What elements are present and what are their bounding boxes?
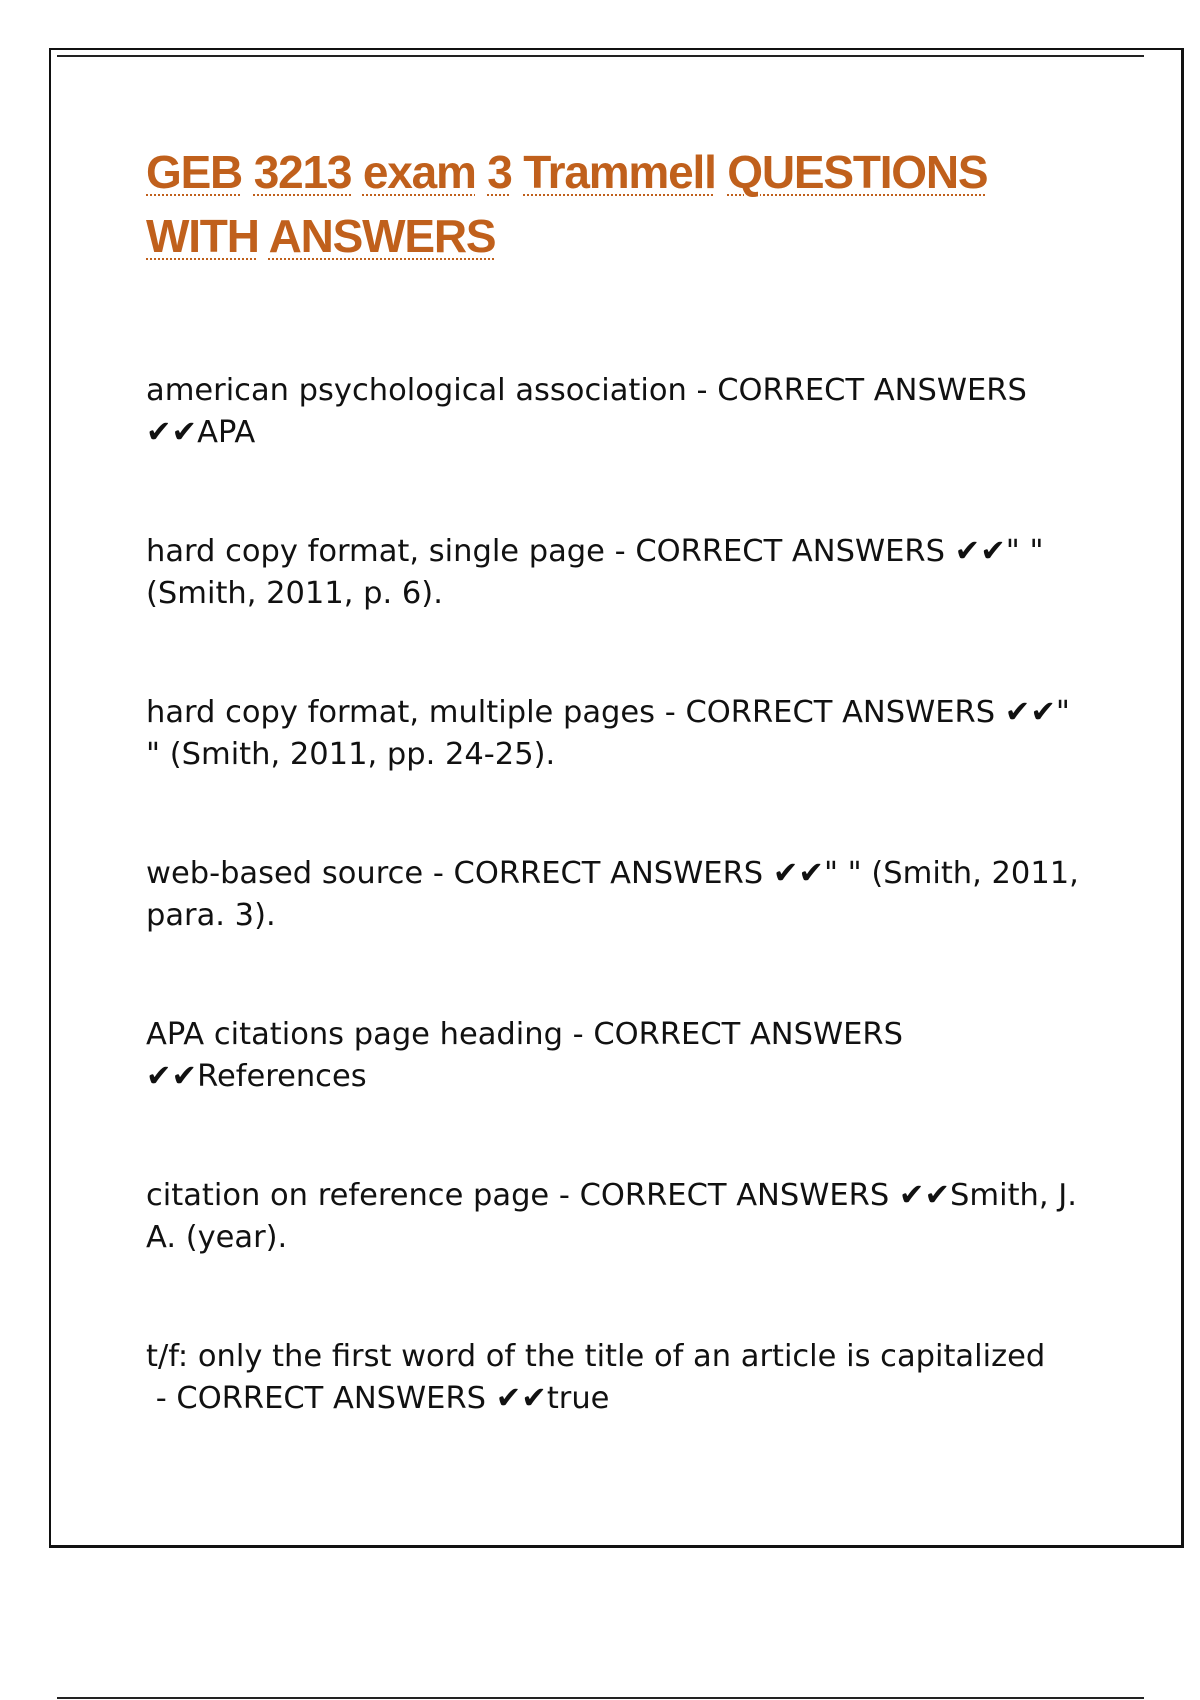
answer-marker: CORRECT ANSWERS ✔✔ bbox=[635, 534, 1006, 569]
title-word: 3 bbox=[487, 146, 512, 198]
answer-text: References bbox=[197, 1059, 367, 1094]
question-text: hard copy format, multiple pages bbox=[146, 695, 656, 730]
title-word: exam bbox=[362, 146, 476, 198]
qa-item: web-based source - CORRECT ANSWERS ✔✔" " (Smith, 2011, para. 3). bbox=[146, 856, 1079, 933]
question-text: citation on reference page bbox=[146, 1178, 550, 1213]
title-word: GEB bbox=[146, 146, 243, 198]
answer-text: true bbox=[546, 1381, 610, 1416]
document-body bbox=[146, 140, 1106, 1497]
answer-marker: CORRECT ANSWERS ✔✔ bbox=[176, 1381, 547, 1416]
title-word: 3213 bbox=[253, 146, 352, 198]
question-text: american psychological association bbox=[146, 373, 687, 408]
qa-item: hard copy format, multiple pages - CORRECT ANSWERS ✔✔" " (Smith, 2011, pp. 24-25). bbox=[146, 695, 1070, 772]
answer-marker: CORRECT ANSWERS ✔✔ bbox=[685, 695, 1056, 730]
question-text: t/f: only the first word of the title of an article is capitalized bbox=[146, 1339, 1046, 1374]
answer-marker: CORRECT ANSWERS ✔✔ bbox=[146, 373, 1027, 450]
answer-text: Smith, J. A. (year). bbox=[146, 1178, 1077, 1255]
question-text: web-based source bbox=[146, 856, 424, 891]
answer-text: " " (Smith, 2011, pp. 24-25). bbox=[146, 695, 1070, 772]
question-text: APA citations page heading bbox=[146, 1017, 563, 1052]
bottom-rule bbox=[57, 1697, 1144, 1699]
qa-item: american psychological association - CORRECT ANSWERS ✔✔APA bbox=[146, 373, 1027, 450]
answer-text: " " (Smith, 2011, p. 6). bbox=[146, 534, 1044, 611]
answer-marker: CORRECT ANSWERS ✔✔ bbox=[453, 856, 824, 891]
qa-item: citation on reference page - CORRECT ANSWERS ✔✔Smith, J. A. (year). bbox=[146, 1178, 1077, 1255]
title-word: QUESTIONS bbox=[727, 146, 988, 198]
answer-text: " " (Smith, 2011, para. 3). bbox=[146, 856, 1079, 933]
title-word: Trammell bbox=[523, 146, 716, 198]
qa-list bbox=[146, 370, 1106, 1420]
qa-item: APA citations page heading - CORRECT ANSWERS ✔✔References bbox=[146, 1017, 903, 1094]
qa-item: t/f: only the first word of the title of an article is capitalized - CORRECT ANSWERS ✔✔true bbox=[146, 1339, 1046, 1416]
answer-marker: CORRECT ANSWERS ✔✔ bbox=[579, 1178, 951, 1213]
document-title bbox=[146, 140, 1086, 268]
answer-text: APA bbox=[197, 415, 256, 450]
title-word: ANSWERS bbox=[268, 210, 496, 262]
question-text: hard copy format, single page bbox=[146, 534, 605, 569]
title-word: WITH bbox=[146, 210, 259, 262]
answer-marker: CORRECT ANSWERS ✔✔ bbox=[146, 1017, 903, 1094]
qa-item: hard copy format, single page - CORRECT ANSWERS ✔✔" " (Smith, 2011, p. 6). bbox=[146, 534, 1044, 611]
